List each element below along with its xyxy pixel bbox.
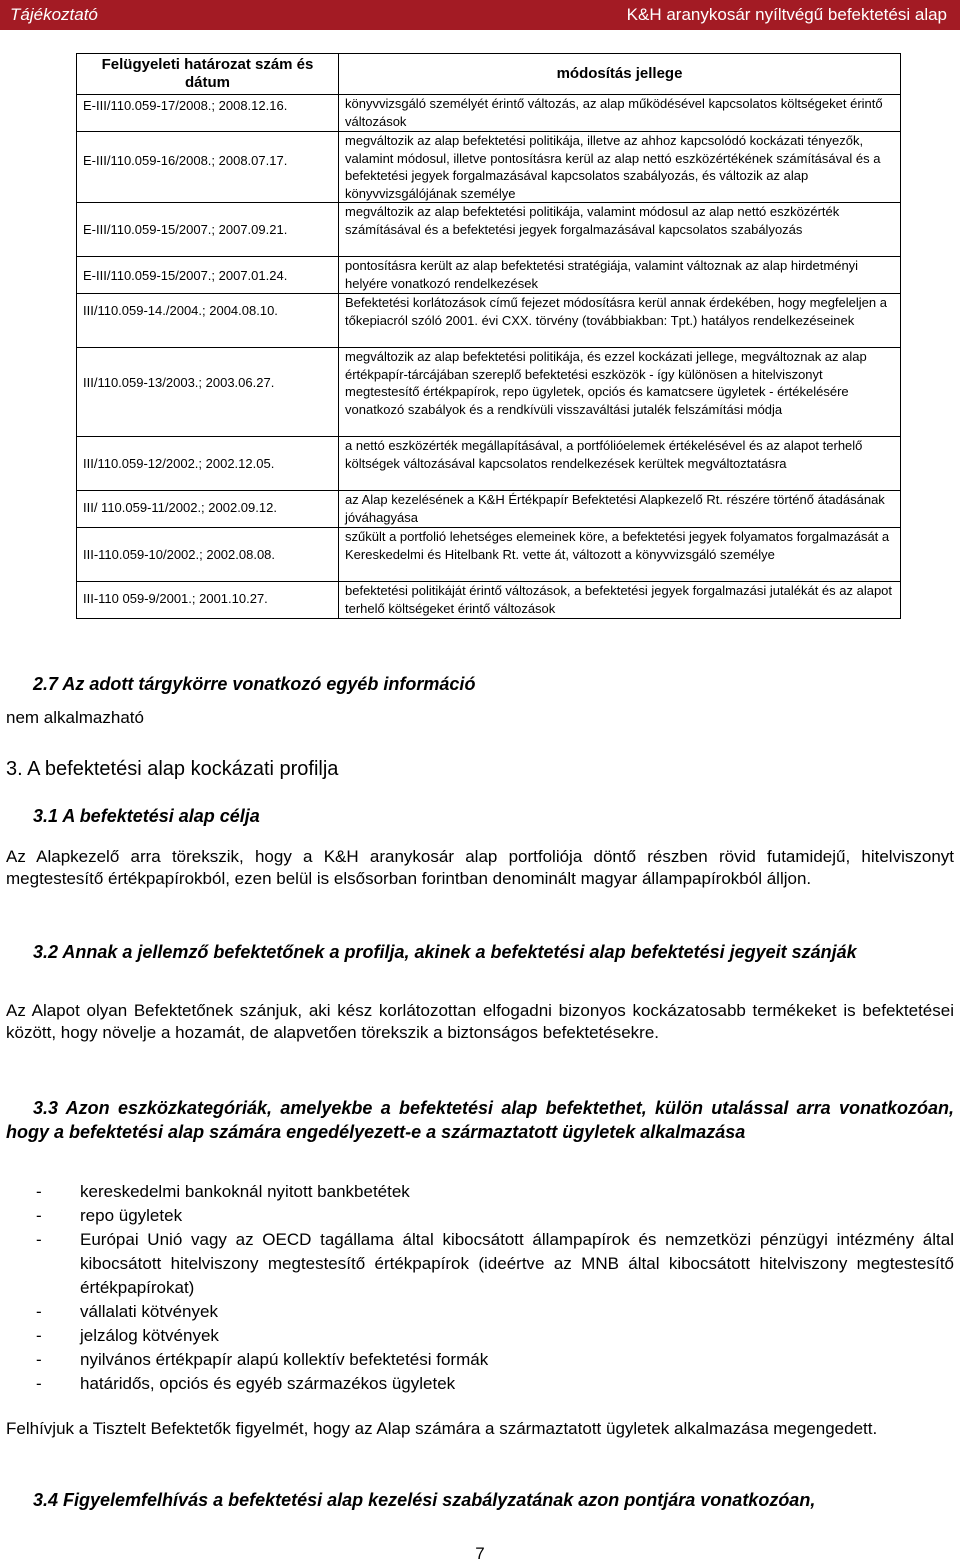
row-desc: megváltozik az alap befektetési politikája, és ezzel kockázati jellege, megváltoznak az alap értékpapír-tárcájában szereplő befektetési eszközök - így különösen a hitelviszonyt megtestesítő értékpapírok, repo ügyletek, opciós és kamatcsere ügyletek - értékelésére vonatkozó szabályok és a rendkívüli visszaváltási jutalék felszámítási módja xyxy=(339,348,901,437)
table-row xyxy=(77,294,901,348)
table-row xyxy=(77,528,901,582)
col-header-desc: módosítás jellege xyxy=(339,54,901,95)
section-3-heading: 3. A befektetési alap kockázati profilja xyxy=(6,758,339,780)
section-3-3-note: Felhívjuk a Tisztelt Befektetők figyelmét, hogy az Alap számára a származtatott ügyletek alkalmazása megengedett. xyxy=(6,1419,878,1438)
row-ref: III-110 059-9/2001.; 2001.10.27. xyxy=(77,582,339,619)
row-ref: III/ 110.059-11/2002.; 2002.09.12. xyxy=(77,491,339,528)
list-item: - Európai Unió vagy az OECD tagállama által kibocsátott állampapírok és nemzetközi pénzügyi intézmény által kibocsátott hitelviszony megtestesítő értékpapírok (ideértve az MNB által kibocsátott hitelviszony megtestesítő értékpapírokat) xyxy=(6,1228,954,1300)
table-row xyxy=(77,437,901,491)
list-item: - repo ügyletek xyxy=(6,1204,954,1228)
section-3-1-text: Az Alapkezelő arra törekszik, hogy a K&H aranykosár alap portfoliója döntő részben rövid futamidejű, hitelviszonyt megtestesítő értékpapírokból, ezen belül is elsősorban forintban denominált magyar állampapírokból álljon. xyxy=(6,847,954,888)
header-left-title: Tájékoztató xyxy=(10,5,98,24)
row-ref: III/110.059-12/2002.; 2002.12.05. xyxy=(77,437,339,491)
section-3-3-heading: 3.3 Azon eszközkategóriák, amelyekbe a befektetési alap befektethet, külön utalással arra vonatkozóan, hogy a befektetési alap számára engedélyezett-e a származtatott ügyletek alkalmazása xyxy=(6,1098,954,1142)
row-ref: E-III/110.059-16/2008.; 2008.07.17. xyxy=(77,132,339,203)
row-desc: a nettó eszközérték megállapításával, a portfólióelemek értékelésével és az alapot terhelő költségek változásával kapcsolatos rendelkezések kerültek megváltoztatásra xyxy=(339,437,901,491)
row-ref: III-110.059-10/2002.; 2002.08.08. xyxy=(77,528,339,582)
list-item: - nyilvános értékpapír alapú kollektív befektetési formák xyxy=(6,1348,954,1372)
row-ref: E-III/110.059-15/2007.; 2007.09.21. xyxy=(77,203,339,257)
row-desc: pontosításra került az alap befektetési stratégiája, valamint változnak az alap hirdetményi helyére vonatkozó rendelkezések xyxy=(339,257,901,294)
asset-category-list xyxy=(6,1180,954,1396)
table-row xyxy=(77,95,901,132)
row-desc: befektetési politikáját érintő változások, a befektetési jegyek forgalmazási jutalékát és az alapot terhelő költségeket érintő változások xyxy=(339,582,901,619)
list-item: - vállalati kötvények xyxy=(6,1300,954,1324)
header-right-title: K&H aranykosár nyíltvégű befektetési alap xyxy=(626,5,947,24)
row-desc: az Alap kezelésének a K&H Értékpapír Befektetési Alapkezelő Rt. részére történő átadásának jóváhagyása xyxy=(339,491,901,528)
section-3-2-heading: 3.2 Annak a jellemző befektetőnek a profilja, akinek a befektetési alap befektetési jegyeit szánják xyxy=(33,942,857,962)
section-2-7-text: nem alkalmazható xyxy=(6,708,144,727)
page-header xyxy=(0,0,960,30)
table-row xyxy=(77,582,901,619)
section-3-1-heading: 3.1 A befektetési alap célja xyxy=(33,806,260,826)
row-desc: könyvvizsgáló személyét érintő változás, az alap működésével kapcsolatos költségeket érintő változások xyxy=(339,95,901,132)
row-ref: III/110.059-13/2003.; 2003.06.27. xyxy=(77,348,339,437)
page-number: 7 xyxy=(475,1544,485,1563)
table-row xyxy=(77,132,901,203)
row-ref: E-III/110.059-15/2007.; 2007.01.24. xyxy=(77,257,339,294)
table-row xyxy=(77,203,901,257)
row-desc: szűkült a portfolió lehetséges elemeinek köre, a befektetési jegyek folyamatos forgalmazását a Kereskedelmi és Hitelbank Rt. vette át, változott a könyvvizsgáló személye xyxy=(339,528,901,582)
table-row xyxy=(77,491,901,528)
list-item: - kereskedelmi bankoknál nyitott bankbetétek xyxy=(6,1180,954,1204)
changes-table xyxy=(76,53,901,619)
table-row xyxy=(77,257,901,294)
list-item: - határidős, opciós és egyéb származékos ügyletek xyxy=(6,1372,954,1396)
row-desc: megváltozik az alap befektetési politikája, illetve az ahhoz kapcsolódó kockázati tényezők, valamint módosul, illetve pontosításra kerül az alap nettó eszközértékének számításával és a befektetési jegyek forgalmazásával kapcsolatos szabályozás, és változik az alap könyvvizsgálójának személye xyxy=(339,132,901,203)
list-item: - jelzálog kötvények xyxy=(6,1324,954,1348)
row-ref: E-III/110.059-17/2008.; 2008.12.16. xyxy=(77,95,339,132)
row-ref: III/110.059-14./2004.; 2004.08.10. xyxy=(77,294,339,348)
table-row xyxy=(77,348,901,437)
col-header-ref: Felügyeleti határozat szám és dátum xyxy=(77,54,339,95)
section-3-4-heading: 3.4 Figyelemfelhívás a befektetési alap kezelési szabályzatának azon pontjára vonatkozóan, xyxy=(33,1490,816,1510)
row-desc: megváltozik az alap befektetési politikája, valamint módosul az alap nettó eszközérték számításával és a befektetési jegyek forgalmazásával kapcsolatos szabályozás xyxy=(339,203,901,257)
section-3-2-text: Az Alapot olyan Befektetőnek szánjuk, aki kész korlátozottan elfogadni bizonyos kockázatosabb termékeket is befektetései között, hogy növelje a hozamát, de alapvetően törekszik a biztonságos befektetésekre. xyxy=(6,1001,954,1042)
section-2-7-heading: 2.7 Az adott tárgykörre vonatkozó egyéb információ xyxy=(33,674,476,694)
row-desc: Befektetési korlátozások című fejezet módosításra kerül annak érdekében, hogy megfeleljen a tőkepiacról szóló 2001. évi CXX. törvény (továbbiakban: Tpt.) hatályos rendelkezéseinek xyxy=(339,294,901,348)
table-header-row xyxy=(77,54,901,95)
